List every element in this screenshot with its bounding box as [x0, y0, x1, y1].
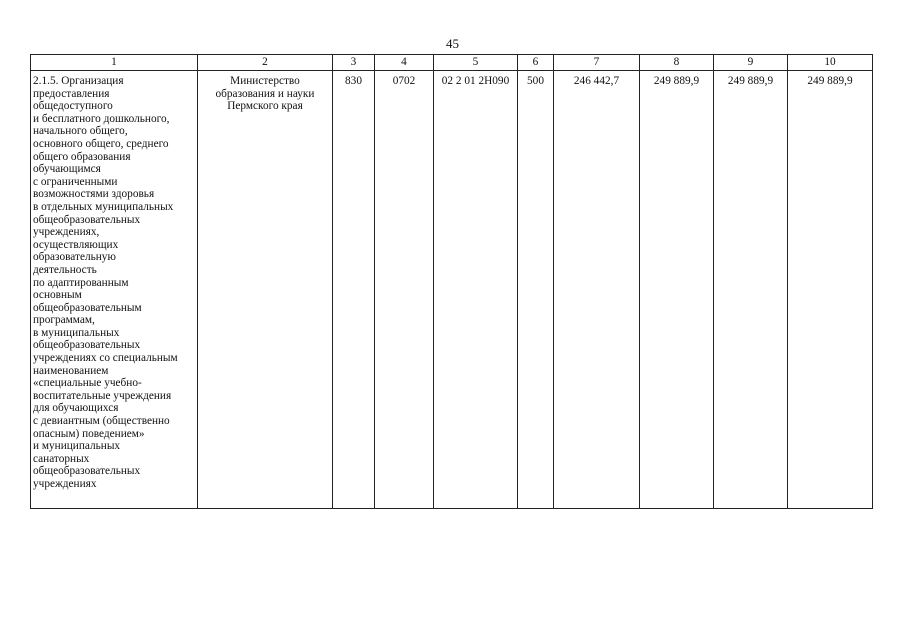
amount-cell-10: 249 889,9 [788, 71, 873, 509]
amount-cell-7: 246 442,7 [554, 71, 640, 509]
column-header-5: 5 [434, 55, 518, 71]
column-header-7: 7 [554, 55, 640, 71]
column-header-2: 2 [198, 55, 333, 71]
header-row [31, 55, 873, 71]
column-header-8: 8 [640, 55, 714, 71]
column-header-1: 1 [31, 55, 198, 71]
column-header-4: 4 [375, 55, 434, 71]
code-cell-3: 830 [333, 71, 375, 509]
column-header-10: 10 [788, 55, 873, 71]
amount-cell-8: 249 889,9 [640, 71, 714, 509]
amount-cell-9: 249 889,9 [714, 71, 788, 509]
page-number: 45 [446, 36, 459, 51]
table-row [31, 71, 873, 509]
code-cell-4: 0702 [375, 71, 434, 509]
program-name-cell: 2.1.5. Организация предоставления общедоступного и бесплатного дошкольного, начального общего, основного общего, среднего общего образования обучающимся с ограниченными возможностями здоровья в отдельных муниципальных общеобразовательных учреждениях, осуществляющих образовательную деятельность по адаптированным основным общеобразовательным программам, в муниципальных общеобразовательных учреждениях со специальным наименованием «специальные учебно- воспитательные учреждения для обучающихся с девиантным (общественно опасным) поведением» и муниципальных санаторных общеобразовательных учреждениях [31, 71, 198, 509]
budget-table [30, 54, 873, 509]
column-header-9: 9 [714, 55, 788, 71]
ministry-cell: Министерство образования и науки Пермского края [198, 71, 333, 509]
column-header-3: 3 [333, 55, 375, 71]
column-header-6: 6 [518, 55, 554, 71]
code-cell-6: 500 [518, 71, 554, 509]
code-cell-5: 02 2 01 2Н090 [434, 71, 518, 509]
